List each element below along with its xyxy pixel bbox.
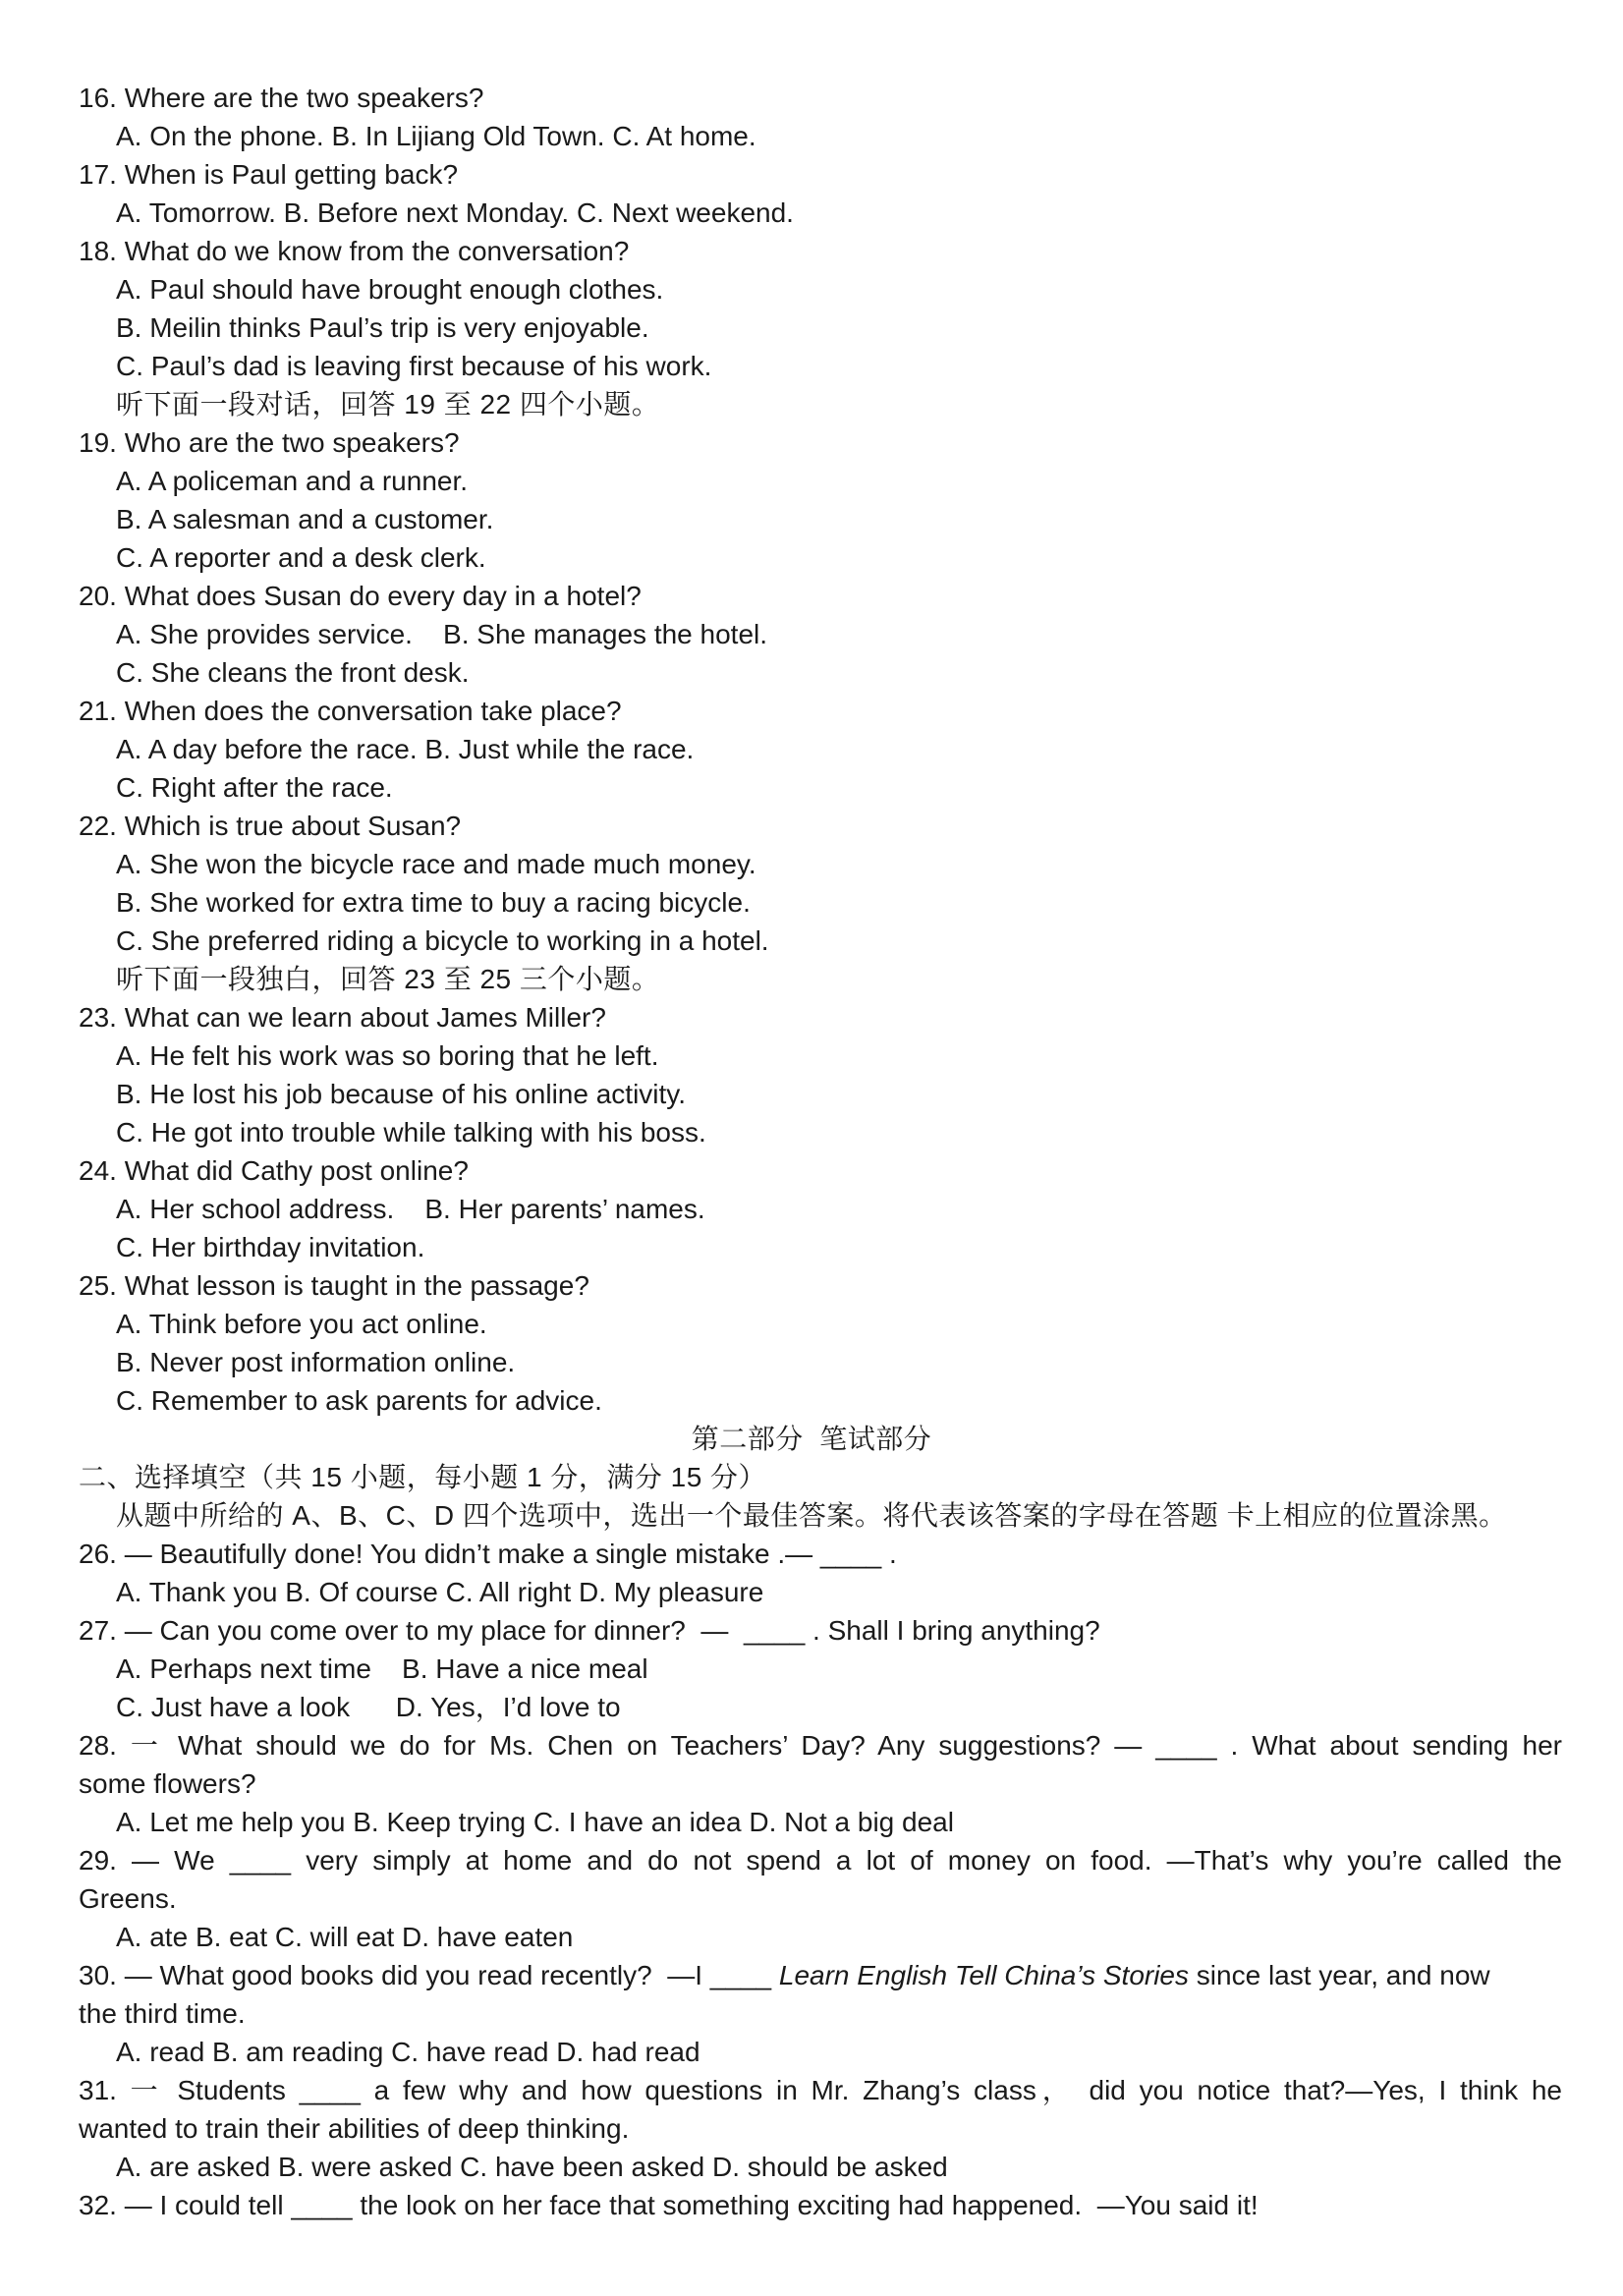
question-18-option-a: A. Paul should have brought enough clothes. xyxy=(116,274,664,305)
question-23-option-b: B. He lost his job because of his online activity. xyxy=(116,1079,687,1109)
section-instruction: 从题中所给的 A、B、C、D 四个选项中，选出一个最佳答案。将代表该答案的字母在答题 卡上相应的位置涂黑。 xyxy=(116,1500,1507,1531)
question-24-options-ab: A. Her school address. B. Her parents’ names. xyxy=(116,1194,705,1224)
question-31-continued: wanted to train their abilities of deep thinking. xyxy=(79,2113,630,2144)
question-21: 21. When does the conversation take place? xyxy=(79,696,622,726)
question-18-option-c: C. Paul’s dad is leaving first because of his work. xyxy=(116,351,712,381)
section-heading-multiple-choice: 二、选择填空（共 15 小题，每小题 1 分，满分 15 分） xyxy=(79,1462,767,1492)
question-28-continued: some flowers? xyxy=(79,1768,256,1799)
question-22-option-b: B. She worked for extra time to buy a racing bicycle. xyxy=(116,887,751,918)
listening-instruction-23-25: 听下面一段独白，回答 23 至 25 三个小题。 xyxy=(116,964,660,994)
book-title: Learn English Tell China’s Stories xyxy=(778,1960,1190,1990)
question-22-option-c: C. She preferred riding a bicycle to working in a hotel. xyxy=(116,925,769,956)
question-29: 29. — We ____ very simply at home and do not spend a lot of money on food. —That’s why you’re called the xyxy=(79,1845,1562,1876)
question-31-options: A. are asked B. were asked C. have been asked D. should be asked xyxy=(116,2152,948,2182)
question-27-options-cd: C. Just have a look D. Yes，I’d love to xyxy=(116,1692,621,1722)
question-30-continued: the third time. xyxy=(79,1998,246,2029)
question-20-option-c: C. She cleans the front desk. xyxy=(116,657,470,688)
question-30-part-2: since last year, and now xyxy=(1189,1960,1490,1990)
question-26-options: A. Thank you B. Of course C. All right D. My pleasure xyxy=(116,1577,764,1607)
question-19-option-a: A. A policeman and a runner. xyxy=(116,466,469,496)
section-heading-part-two: 第二部分 笔试部分 xyxy=(691,1424,932,1454)
question-27-options-ab: A. Perhaps next time B. Have a nice meal xyxy=(116,1653,648,1684)
question-19-option-b: B. A salesman and a customer. xyxy=(116,504,494,534)
question-30-options: A. read B. am reading C. have read D. had read xyxy=(116,2037,700,2067)
question-16-options: A. On the phone. B. In Lijiang Old Town. C. At home. xyxy=(116,121,756,151)
question-29-continued: Greens. xyxy=(79,1883,177,1914)
question-16: 16. Where are the two speakers? xyxy=(79,83,484,113)
question-25-option-c: C. Remember to ask parents for advice. xyxy=(116,1385,602,1416)
question-21-options-ab: A. A day before the race. B. Just while the race. xyxy=(116,734,695,764)
question-24-option-c: C. Her birthday invitation. xyxy=(116,1232,425,1262)
question-21-option-c: C. Right after the race. xyxy=(116,772,393,803)
question-25-option-a: A. Think before you act online. xyxy=(116,1309,487,1339)
listening-instruction-19-22: 听下面一段对话，回答 19 至 22 四个小题。 xyxy=(116,389,660,420)
question-24: 24. What did Cathy post online? xyxy=(79,1155,469,1186)
question-30-part-1: 30. — What good books did you read recently? —I ____ xyxy=(79,1960,779,1990)
question-27: 27. — Can you come over to my place for dinner? — ____ . Shall I bring anything? xyxy=(79,1615,1100,1646)
question-19: 19. Who are the two speakers? xyxy=(79,427,460,458)
question-28: 28. 一 What should we do for Ms. Chen on Teachers’ Day? Any suggestions? — ____ . What about sending her xyxy=(79,1730,1562,1761)
question-23: 23. What can we learn about James Miller? xyxy=(79,1002,606,1033)
question-20: 20. What does Susan do every day in a hotel? xyxy=(79,581,642,611)
question-25: 25. What lesson is taught in the passage? xyxy=(79,1270,589,1301)
question-22-option-a: A. She won the bicycle race and made much money. xyxy=(116,849,756,879)
question-26: 26. — Beautifully done! You didn’t make a single mistake .— ____ . xyxy=(79,1539,897,1569)
question-32: 32. — I could tell ____ the look on her face that something exciting had happened. —You said it! xyxy=(79,2190,1259,2220)
question-23-option-c: C. He got into trouble while talking with his boss. xyxy=(116,1117,706,1148)
question-25-option-b: B. Never post information online. xyxy=(116,1347,516,1377)
question-17-options: A. Tomorrow. B. Before next Monday. C. Next weekend. xyxy=(116,197,794,228)
question-17: 17. When is Paul getting back? xyxy=(79,159,459,190)
question-18: 18. What do we know from the conversation? xyxy=(79,236,630,266)
question-19-option-c: C. A reporter and a desk clerk. xyxy=(116,542,486,573)
question-18-option-b: B. Meilin thinks Paul’s trip is very enjoyable. xyxy=(116,312,649,343)
question-23-option-a: A. He felt his work was so boring that he left. xyxy=(116,1040,659,1071)
question-20-options-ab: A. She provides service. B. She manages the hotel. xyxy=(116,619,768,649)
question-31: 31. 一 Students ____ a few why and how questions in Mr. Zhang’s class， did you notice that?—Yes, I think he xyxy=(79,2075,1562,2105)
question-28-options: A. Let me help you B. Keep trying C. I have an idea D. Not a big deal xyxy=(116,1807,954,1837)
question-30 xyxy=(79,1956,1562,1994)
question-22: 22. Which is true about Susan? xyxy=(79,811,462,841)
question-29-options: A. ate B. eat C. will eat D. have eaten xyxy=(116,1922,574,1952)
